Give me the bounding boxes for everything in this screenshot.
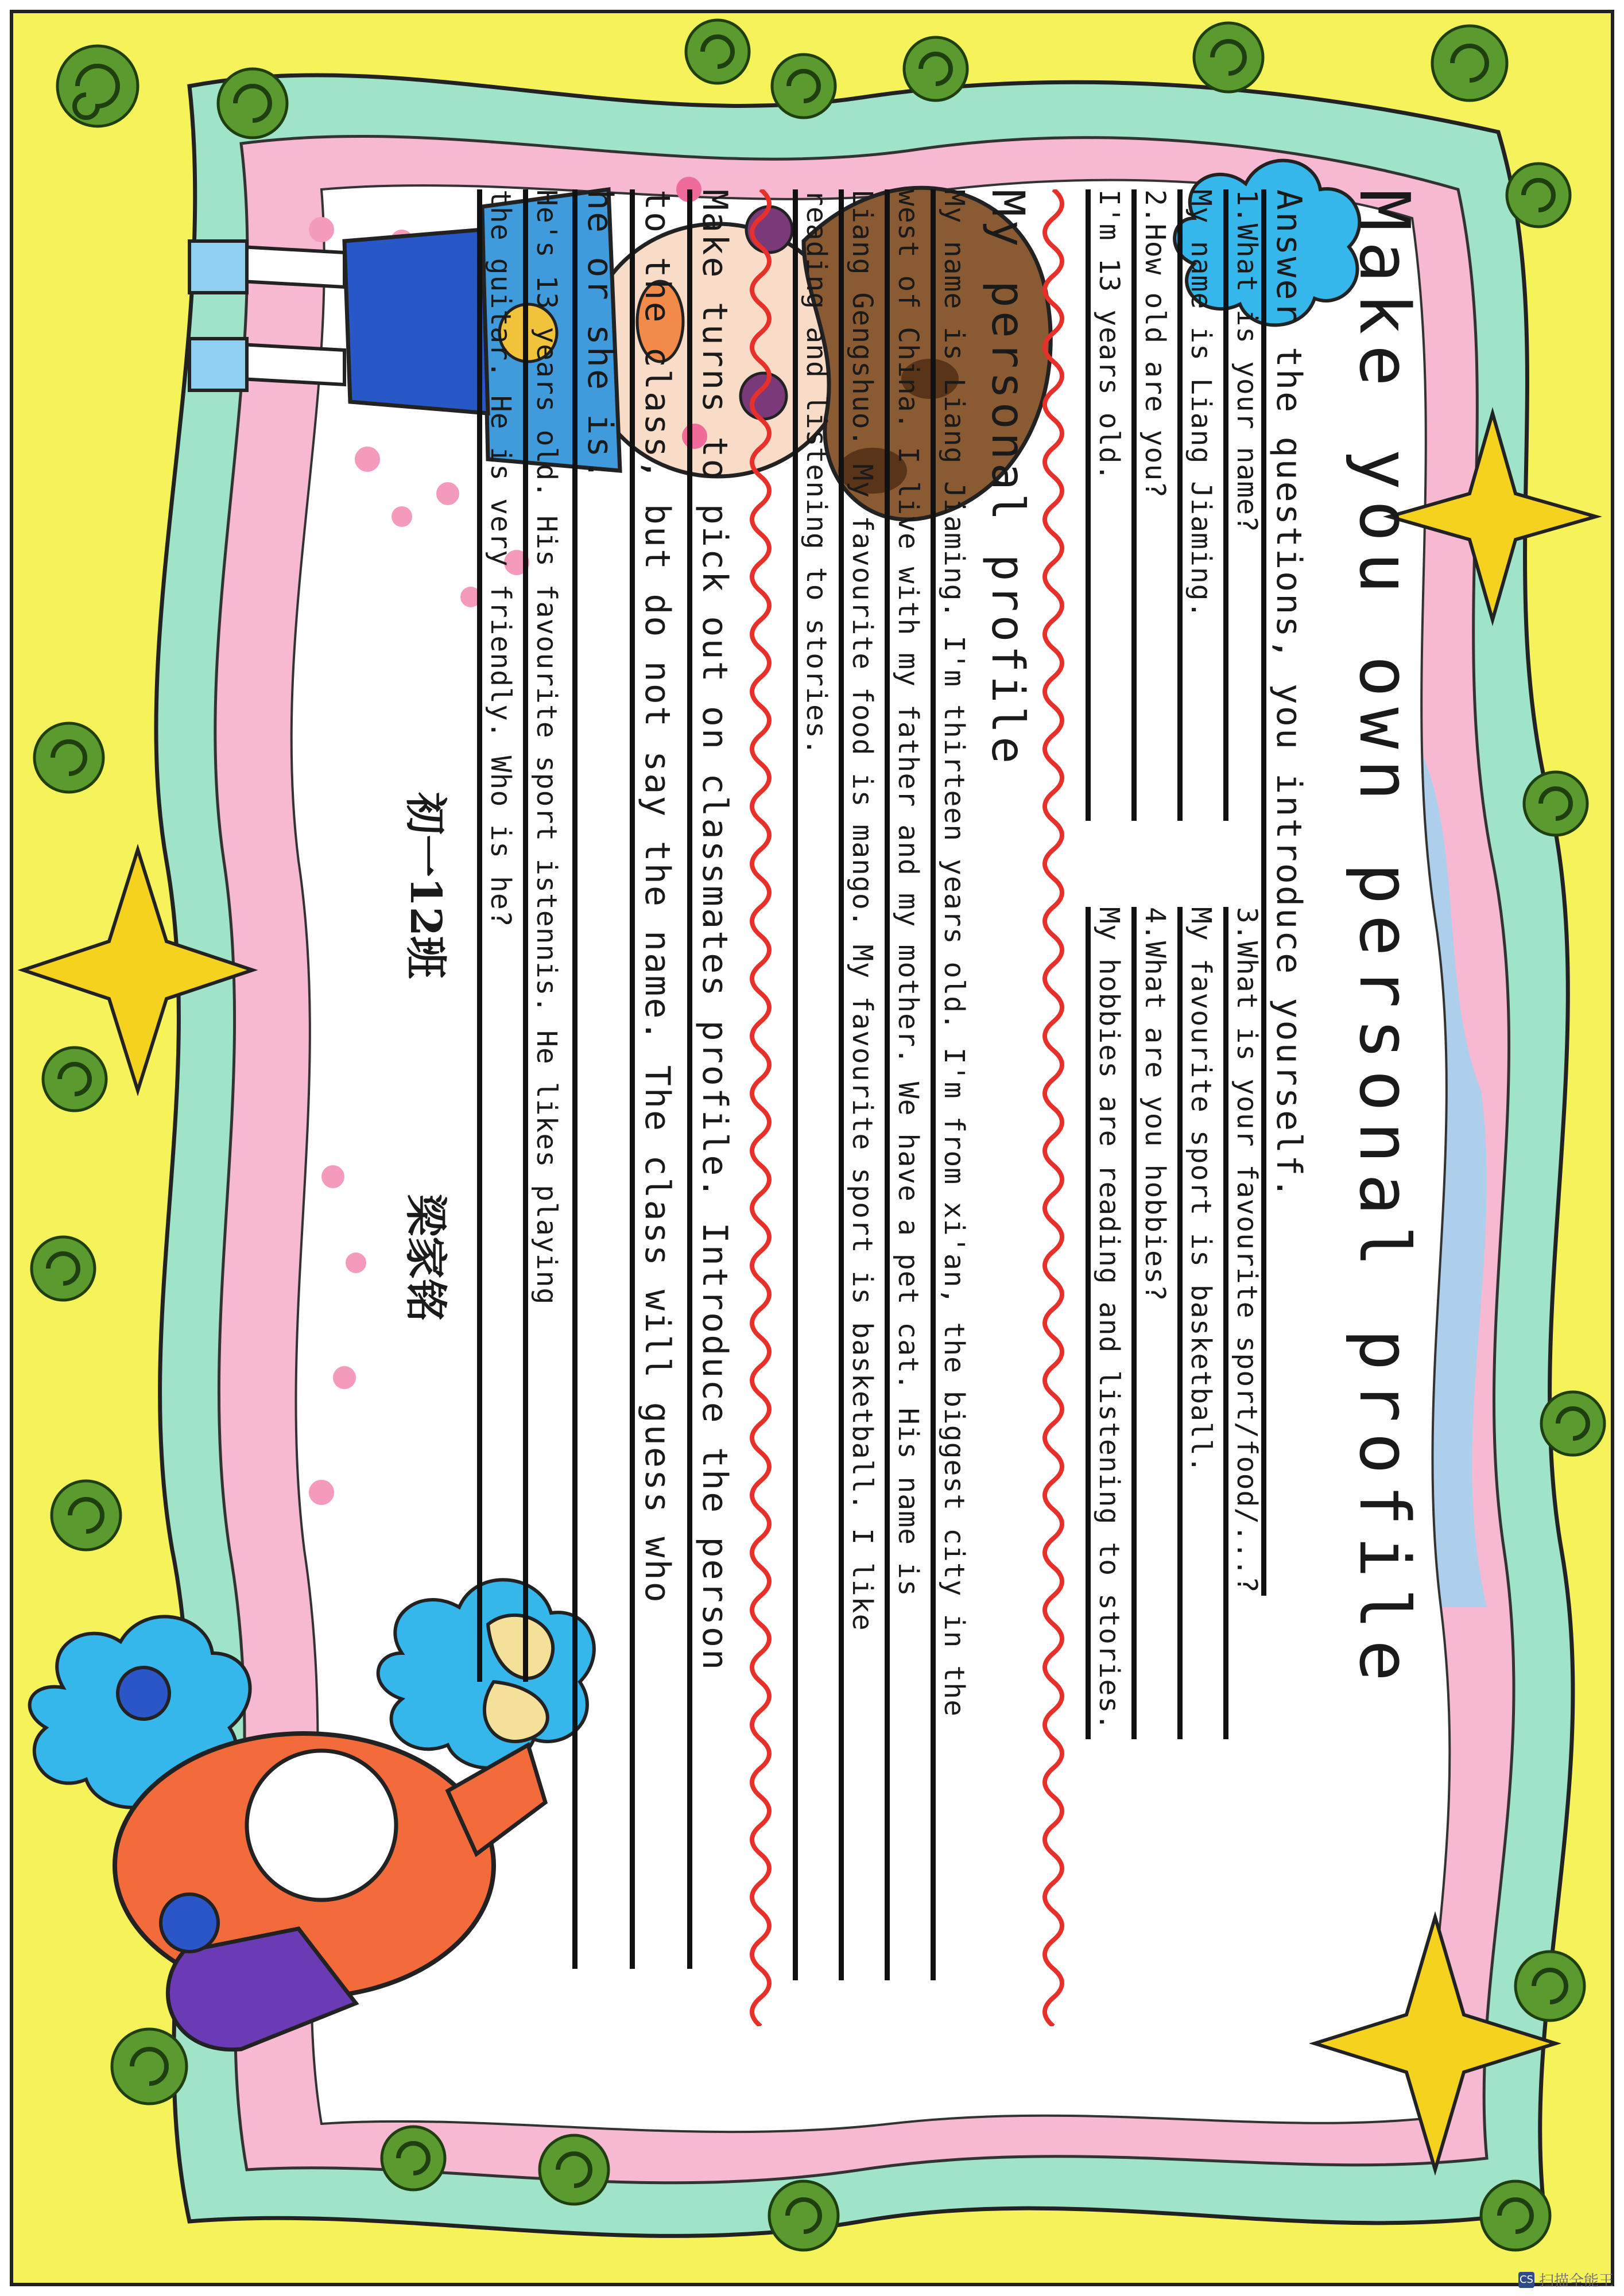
swirl-icon: [34, 723, 103, 792]
scanner-watermark: [1518, 2269, 1614, 2290]
swirl-icon: [772, 55, 835, 118]
swirl-icon: [1524, 772, 1587, 835]
swirl-icon: [1194, 23, 1263, 92]
guess-line-1: He's 13 years old. His favourite sport istennis. He likes playing: [523, 189, 563, 1682]
dotted-divider: [1033, 189, 1073, 2026]
swirl-icon: [112, 2029, 187, 2104]
swirl-icon: [1432, 26, 1507, 100]
profile-line-2: west of China. I live with my father and my mother. We have a pet cat. His name is: [885, 189, 924, 1980]
answer-4: My hobbies are reading and listening to stories.: [1086, 907, 1125, 1739]
swirl-icon: [540, 2135, 608, 2204]
class-label: 初一12班: [401, 792, 450, 979]
profile-line-1: My name is Liang Jiaming. I'm thirteen years old. I'm from xi'an, the biggest city in the: [931, 189, 970, 1980]
profile-heading: My personal profile: [982, 189, 1033, 767]
swirl-icon: [57, 46, 138, 126]
answer-1: My name is Liang Jiaming.: [1177, 189, 1217, 821]
swirl-icon: [218, 69, 287, 138]
question-2: 2.How old are you?: [1131, 189, 1171, 821]
answer-3: My favourite sport is basketball.: [1177, 907, 1217, 1739]
profile-line-3: Liang Gengshuo. My favourite food is mango. My favourite sport is basketball. I like: [839, 189, 878, 1980]
question-3: 3.What is your favourite sport/food/...?: [1223, 907, 1263, 1739]
question-4: 4.What are you hobbies?: [1131, 907, 1171, 1739]
watermark-text: 扫描全能王: [1538, 2272, 1614, 2290]
swirl-icon: [686, 20, 749, 83]
question-1: 1.What is your name?: [1223, 189, 1263, 821]
student-name: 梁家铭: [401, 1194, 450, 1321]
swirl-icon: [1516, 1952, 1584, 2020]
swirl-icon: [52, 1481, 121, 1550]
task-line-1: Make turns to pick out on classmates profile. Introduce the person: [687, 189, 735, 1969]
answer-2: I'm 13 years old.: [1086, 189, 1125, 821]
instruction-line: Answer the questions, you introduce yourself.: [1261, 189, 1309, 1596]
guess-line-2: the guitar. He is very friendly. Who is he?: [477, 189, 517, 1682]
task-line-2: to the class, but do not say the name. The class will guess who: [630, 189, 677, 1969]
swirl-icon: [1541, 1392, 1604, 1455]
swirl-icon: [904, 37, 967, 100]
swirl-icon: [769, 2181, 838, 2250]
wavy-divider: [741, 189, 781, 2026]
scanner-icon: CS: [1518, 2272, 1534, 2288]
task-line-3: he or she is.: [572, 189, 620, 1969]
writing-sheet: [390, 189, 1435, 2141]
swirl-icon: [32, 1237, 95, 1300]
page-title: Make you own personal profile: [1344, 189, 1424, 1692]
swirl-icon: [1507, 164, 1570, 227]
profile-line-4: reading and listening to stories.: [793, 189, 832, 1980]
swirl-icon: [1481, 2181, 1550, 2250]
swirl-icon: [43, 1048, 106, 1111]
